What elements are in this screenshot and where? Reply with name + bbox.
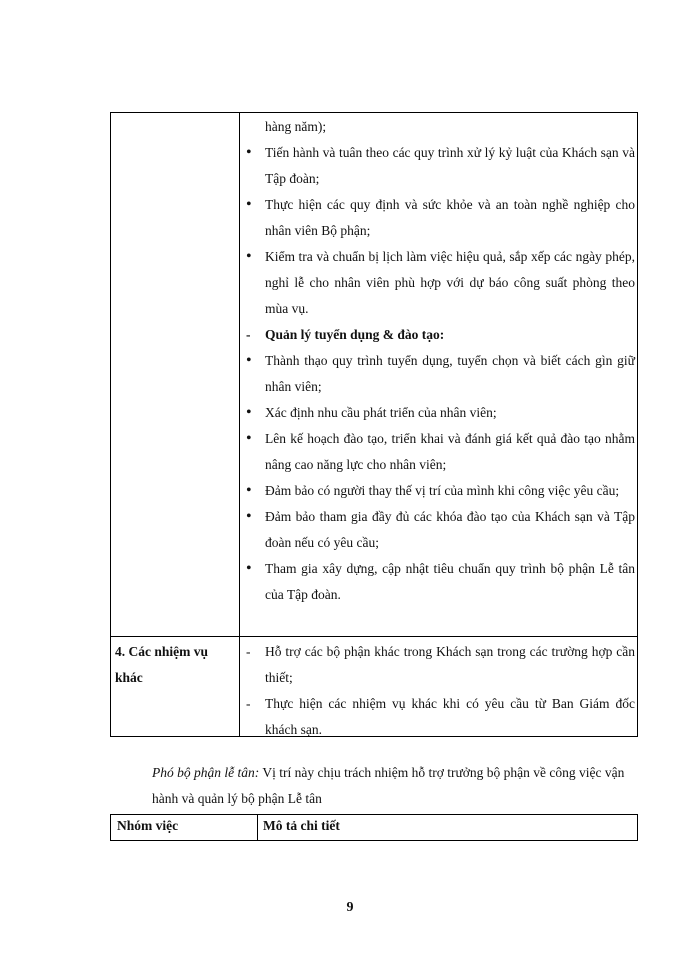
row4-description: [243, 639, 635, 743]
list-item: • Đảm bảo tham gia đầy đủ các khóa đào tạo của Khách sạn và Tập đoàn nếu có yêu cầu;: [243, 504, 635, 556]
bullet-icon: •: [246, 404, 252, 421]
column-divider: [257, 815, 258, 840]
bullet-icon: •: [246, 144, 252, 161]
deputy-table: [110, 814, 638, 841]
list-item: • Kiểm tra và chuẩn bị lịch làm việc hiệu quả, sắp xếp các ngày phép, nghỉ lễ cho nhân viên phù hợp với dự báo công suất phòng theo mùa vụ.: [243, 244, 635, 322]
column-divider: [239, 113, 240, 736]
list-item: • Tiến hành và tuân theo các quy trình xử lý kỷ luật của Khách sạn và Tập đoàn;: [243, 140, 635, 192]
list-item: • Tham gia xây dựng, cập nhật tiêu chuẩn quy trình bộ phận Lễ tân của Tập đoàn.: [243, 556, 635, 608]
list-item: • Xác định nhu cầu phát triển của nhân viên;: [243, 400, 635, 426]
header-task-group: Nhóm việc: [117, 818, 179, 833]
dash-marker: -: [246, 327, 251, 342]
bullet-icon: •: [246, 196, 252, 213]
page-number: 9: [346, 900, 354, 915]
row4-label: 4. Các nhiệm vụ khác: [115, 644, 209, 685]
list-item: • Đảm bảo có người thay thế vị trí của mình khi công việc yêu cầu;: [243, 478, 635, 504]
list-item: • Thành thạo quy trình tuyển dụng, tuyển chọn và biết cách gìn giữ nhân viên;: [243, 348, 635, 400]
duties-table: [110, 112, 638, 737]
bullet-icon: •: [246, 352, 252, 369]
row3-description: [243, 114, 635, 608]
list-item: - Thực hiện các nhiệm vụ khác khi có yêu cầu từ Ban Giám đốc khách sạn.: [243, 691, 635, 743]
deputy-paragraph: [110, 760, 638, 812]
bullet-icon: •: [246, 482, 252, 499]
bullet-icon: •: [246, 430, 252, 447]
dash-marker: -: [246, 696, 251, 711]
deputy-role-title: Phó bộ phận lễ tân:: [152, 765, 260, 780]
row-divider: [111, 636, 637, 637]
dash-marker: -: [246, 644, 251, 659]
recruitment-heading: - Quản lý tuyển dụng & đào tạo:: [243, 322, 635, 348]
continuation-text: hàng năm);: [265, 119, 327, 134]
list-item: • Lên kế hoạch đào tạo, triển khai và đánh giá kết quả đào tạo nhằm nâng cao năng lực cho nhân viên;: [243, 426, 635, 478]
deputy-role-description: Vị trí này chịu trách nhiệm hỗ trợ trưởng bộ phận về công việc vận hành và quản lý bộ phận Lễ tân: [152, 765, 625, 806]
bullet-icon: •: [246, 248, 252, 265]
list-item: - Hỗ trợ các bộ phận khác trong Khách sạn trong các trường hợp cần thiết;: [243, 639, 635, 691]
list-item: • Thực hiện các quy định và sức khỏe và an toàn nghề nghiệp cho nhân viên Bộ phận;: [243, 192, 635, 244]
header-detail: Mô tả chi tiết: [263, 818, 340, 833]
bullet-icon: •: [246, 508, 252, 525]
bullet-icon: •: [246, 560, 252, 577]
